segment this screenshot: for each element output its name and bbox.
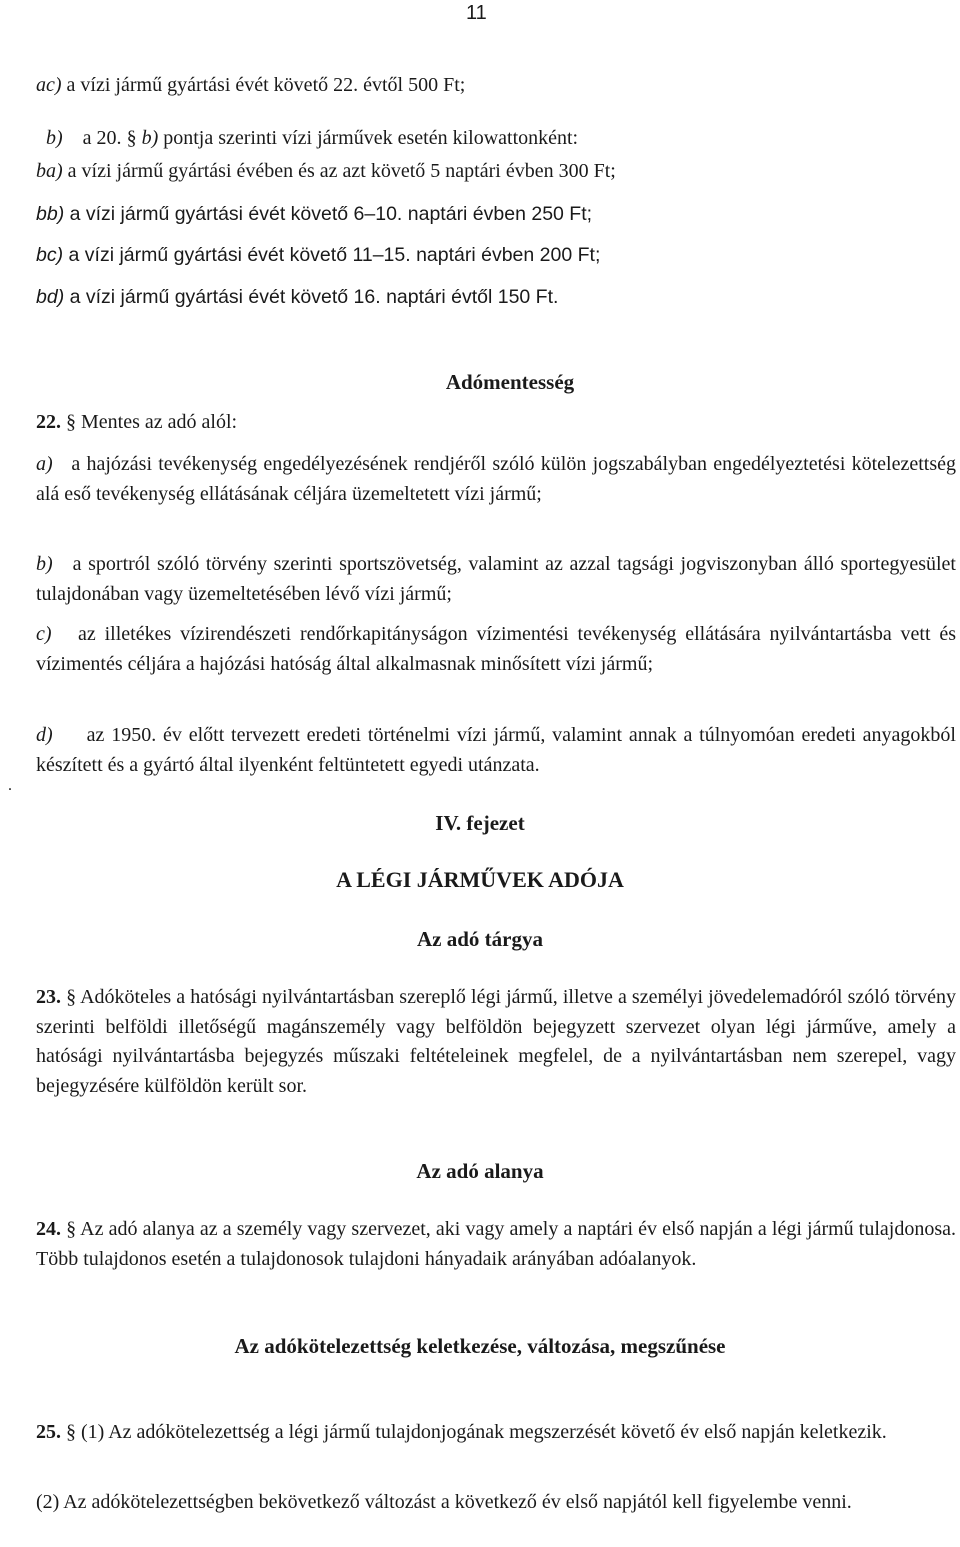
paragraph-number: 23. <box>36 986 61 1008</box>
item-label: b) <box>36 553 53 575</box>
section-sign: § <box>66 986 77 1008</box>
item-text: a vízi jármű gyártási évét követő 22. évtől 500 Ft; <box>61 74 466 96</box>
item-text: a sportról szóló törvény szerinti sportszövetség, valamint az azzal tagsági jogviszonyban álló sportegyesület tulajdonában vagy üzemeltetésében lévő vízi jármű; <box>36 553 956 605</box>
section-heading-targya: Az adó tárgya <box>417 927 543 951</box>
item-label: bd) <box>36 286 65 308</box>
paragraph-24 <box>36 1215 956 1274</box>
section-heading-alanya: Az adó alanya <box>416 1159 544 1183</box>
paragraph-text: Mentes az adó alól: <box>76 411 238 433</box>
paragraph-text: Adóköteles a hatósági nyilvántartásban szereplő légi jármű, illetve a személyi jövedelemadóról szóló törvény szerinti belföldi illetőségű magánszemély vagy belföldön bejegyzett szervezet olyan légi járműve, amely a hatósági nyilvántartásba bejegyzés műszaki feltételeinek megfelel, de a nyilvántartásban nem szerepel, vagy bejegyzésére külföldön került sor. <box>36 986 956 1097</box>
margin-dot: . <box>8 777 12 794</box>
section-sign: § <box>66 1421 76 1443</box>
item-text: a 20. <box>62 127 127 149</box>
page-number: 11 <box>466 2 487 24</box>
item-sublabel: b) <box>141 127 159 149</box>
item-text: a vízi jármű gyártási évét követő 11–15. naptári évben 200 Ft; <box>63 244 601 266</box>
list-item-bd <box>36 285 558 309</box>
item-text: az 1950. év előtt tervezett eredeti történelmi vízi jármű, valamint annak a túlnyomóan eredeti anyagokból készített és a gyártó által ilyenként feltüntetett egyedi utánzata. <box>36 724 956 776</box>
section-heading-keletkezes: Az adókötelezettség keletkezése, változása, megszűnése <box>234 1334 726 1358</box>
paragraph-number: 22. <box>36 411 61 433</box>
item-text: a vízi jármű gyártási évét követő 16. naptári évtől 150 Ft. <box>64 286 559 308</box>
paragraph-25-2: (2) Az adókötelezettségben bekövetkező változást a következő év első napjától kell figyelembe venni. <box>36 1491 852 1513</box>
section-sign: § <box>66 1218 77 1240</box>
item-label: ac) <box>36 74 62 96</box>
item-text: az illetékes vízirendészeti rendőrkapitányságon vízimentési tevékenység ellátására nyilvántartásba vett és vízimentés céljára a hajózási hatóság által alkalmasnak minősített vízi jármű; <box>36 623 957 675</box>
item-label: a) <box>36 453 53 475</box>
chapter-title: A LÉGI JÁRMŰVEK ADÓJA <box>336 867 624 892</box>
paragraph-25-1 <box>36 1418 956 1448</box>
item-text: a hajózási tevékenység engedélyezésének rendjéről szóló külön jogszabályban engedélyeztetési kötelezettség alá eső tevékenység ellátásának céljára üzemeltetett vízi jármű; <box>36 453 956 505</box>
item-label: bb) <box>36 203 65 225</box>
chapter-number: IV. fejezet <box>435 811 525 835</box>
section-sign: § <box>66 411 76 433</box>
list-item-ac <box>36 73 465 97</box>
paragraph-number: 25. <box>36 1421 61 1443</box>
exemption-item-d <box>36 721 956 780</box>
list-item-b <box>36 102 578 150</box>
list-item-bc <box>36 243 600 267</box>
item-text-2: pontja szerinti vízi járművek esetén kilowattonként: <box>158 127 579 149</box>
item-label: bc) <box>36 244 64 266</box>
paragraph-text: (1) Az adókötelezettség a légi jármű tulajdonjogának megszerzését követő év első napján keletkezik. <box>76 1421 887 1443</box>
item-label: c) <box>36 623 52 645</box>
paragraph-22-intro <box>36 410 237 434</box>
item-label: ba) <box>36 160 63 182</box>
paragraph-number: 24. <box>36 1218 61 1240</box>
exemption-item-b <box>36 550 956 609</box>
exemption-item-c <box>36 620 956 679</box>
section-sign: § <box>126 127 142 149</box>
paragraph-text: Az adó alanya az a személy vagy szervezet, aki vagy amely a naptári év első napján a légi jármű tulajdonosa. Több tulajdonos esetén a tulajdonosok tulajdoni hányadaik arányában adóalanyok. <box>36 1218 956 1270</box>
paragraph-23 <box>36 983 956 1101</box>
item-label: b) <box>46 127 63 149</box>
item-text: a vízi jármű gyártási évében és az azt követő 5 naptári évben 300 Ft; <box>62 160 616 182</box>
list-item-ba <box>36 159 616 183</box>
list-item-bb <box>36 202 592 226</box>
item-text: a vízi jármű gyártási évét követő 6–10. naptári évben 250 Ft; <box>64 203 593 225</box>
exemption-item-a <box>36 450 956 509</box>
item-label: d) <box>36 724 53 746</box>
section-heading-adomentesseg: Adómentesség <box>445 370 575 394</box>
